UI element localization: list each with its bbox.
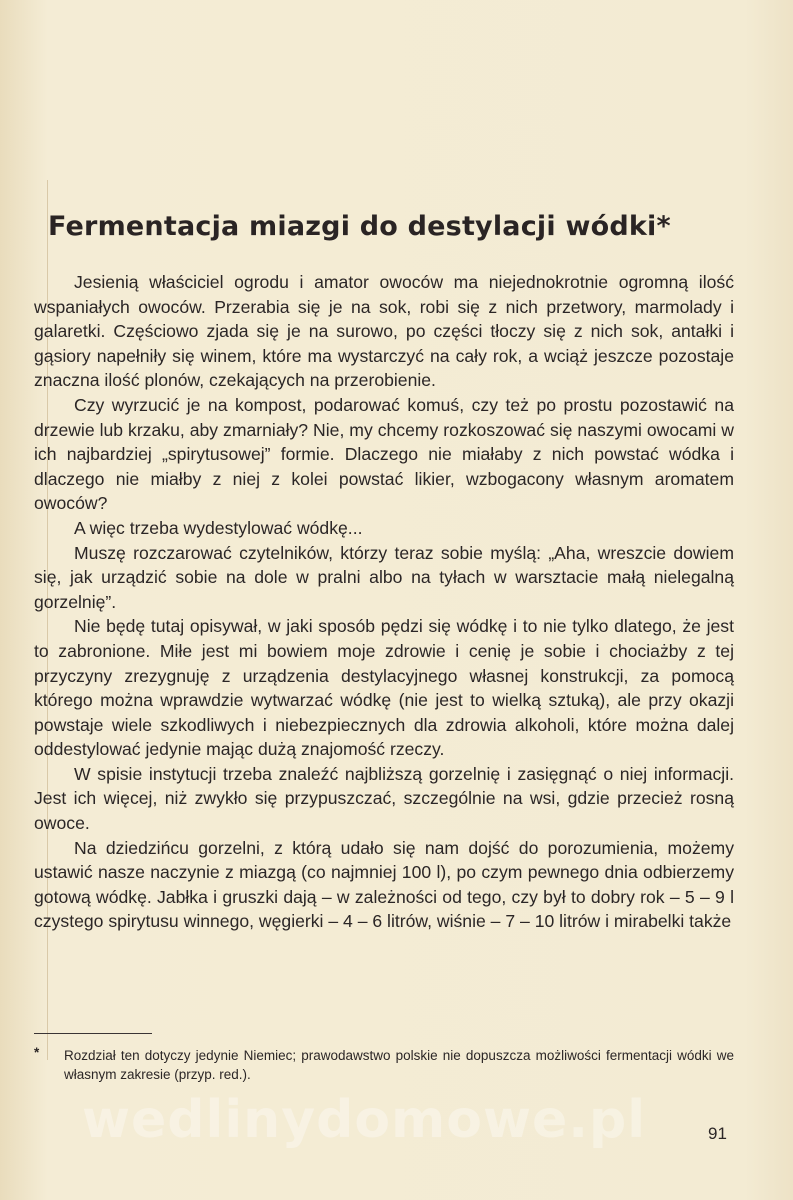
footnote-text: Rozdział ten dotyczy jedynie Niemiec; prawodawstwo polskie nie dopuszcza możliwości fermentacji wódki we własnym zakresie (przyp. red.). (64, 1048, 734, 1082)
chapter-title: Fermentacja miazgi do destylacji wódki* (48, 211, 671, 242)
watermark: wedlinydomowe.pl (82, 1090, 647, 1150)
footnote (34, 1046, 734, 1084)
page-number: 91 (708, 1124, 727, 1143)
paragraph: Muszę rozczarować czytelników, którzy teraz sobie myślą: „Aha, wreszcie dowiem się, jak urządzić sobie na dole w pralni albo na tyłach w warsztacie małą nielegalną gorzelnię”. (34, 542, 734, 612)
paragraph: W spisie instytucji trzeba znaleźć najbliższą gorzelnię i zasięgnąć o niej informacji. Jest ich więcej, niż zwykło się przypuszczać, szczególnie na wsi, gdzie przecież rosną owoce. (34, 763, 734, 834)
footnote-mark: * (34, 1045, 40, 1060)
paragraph: Czy wyrzucić je na kompost, podarować komuś, czy też po prostu pozostawić na drzewie lub krzaku, aby zmarniały? Nie, my chcemy rozkoszować się naszymi owocami w ich najbardziej „spirytusowej” formie. Dlaczego nie miałaby z nich powstać wódka i dlaczego nie miałby z niej z kolei powstać likier, wzbogacony własnym aromatem owoców? (34, 394, 734, 514)
paragraph: Nie będę tutaj opisywał, w jaki sposób pędzi się wódkę i to nie tylko dlatego, że jest to zabronione. Miłe jest mi bowiem moje zdrowie i cenię je sobie i chociażby z tej przyczyny zrezygnuję z urządzenia destylacyjnego własnej konstrukcji, za pomocą którego można wprawdzie wytwarzać wódkę (nie jest to wielką sztuką), ale przy okazji powstaje wiele szkodliwych i niebezpiecznych dla zdrowia alkoholi, które można dalej oddestylować jedynie mając dużą znajomość rzeczy. (34, 616, 734, 760)
paragraph: Na dziedzińcu gorzelni, z którą udało się nam dojść do porozumienia, możemy ustawić nasze naczynie z miazgą (co najmniej 100 l), po czym pewnego dnia odbierzemy gotową wódkę. Jabłka i gruszki dają – w zależności od tego, czy był to dobry rok – 5 – 9 l czystego spirytusu winnego, węgierki – 4 – 6 litrów, wiśnie – 7 – 10 litrów i mirabelki także (34, 837, 734, 932)
paragraph: Jesienią właściciel ogrodu i amator owoców ma niejednokrotnie ogromną ilość wspaniałych owoców. Przerabia się je na sok, robi się z nich przetwory, marmolady i galaretki. Częściowo zjada się je na surowo, po części tłoczy się z nich sok, antałki i gąsiory napełniły się winem, które ma wystarczyć na cały rok, a wciąż jeszcze pozostaje znaczna ilość plonów, czekających na przerobienie. (34, 272, 734, 391)
paragraph: A więc trzeba wydestylować wódkę... (74, 517, 363, 538)
footnote-separator (34, 1033, 152, 1034)
body-text (34, 270, 734, 934)
